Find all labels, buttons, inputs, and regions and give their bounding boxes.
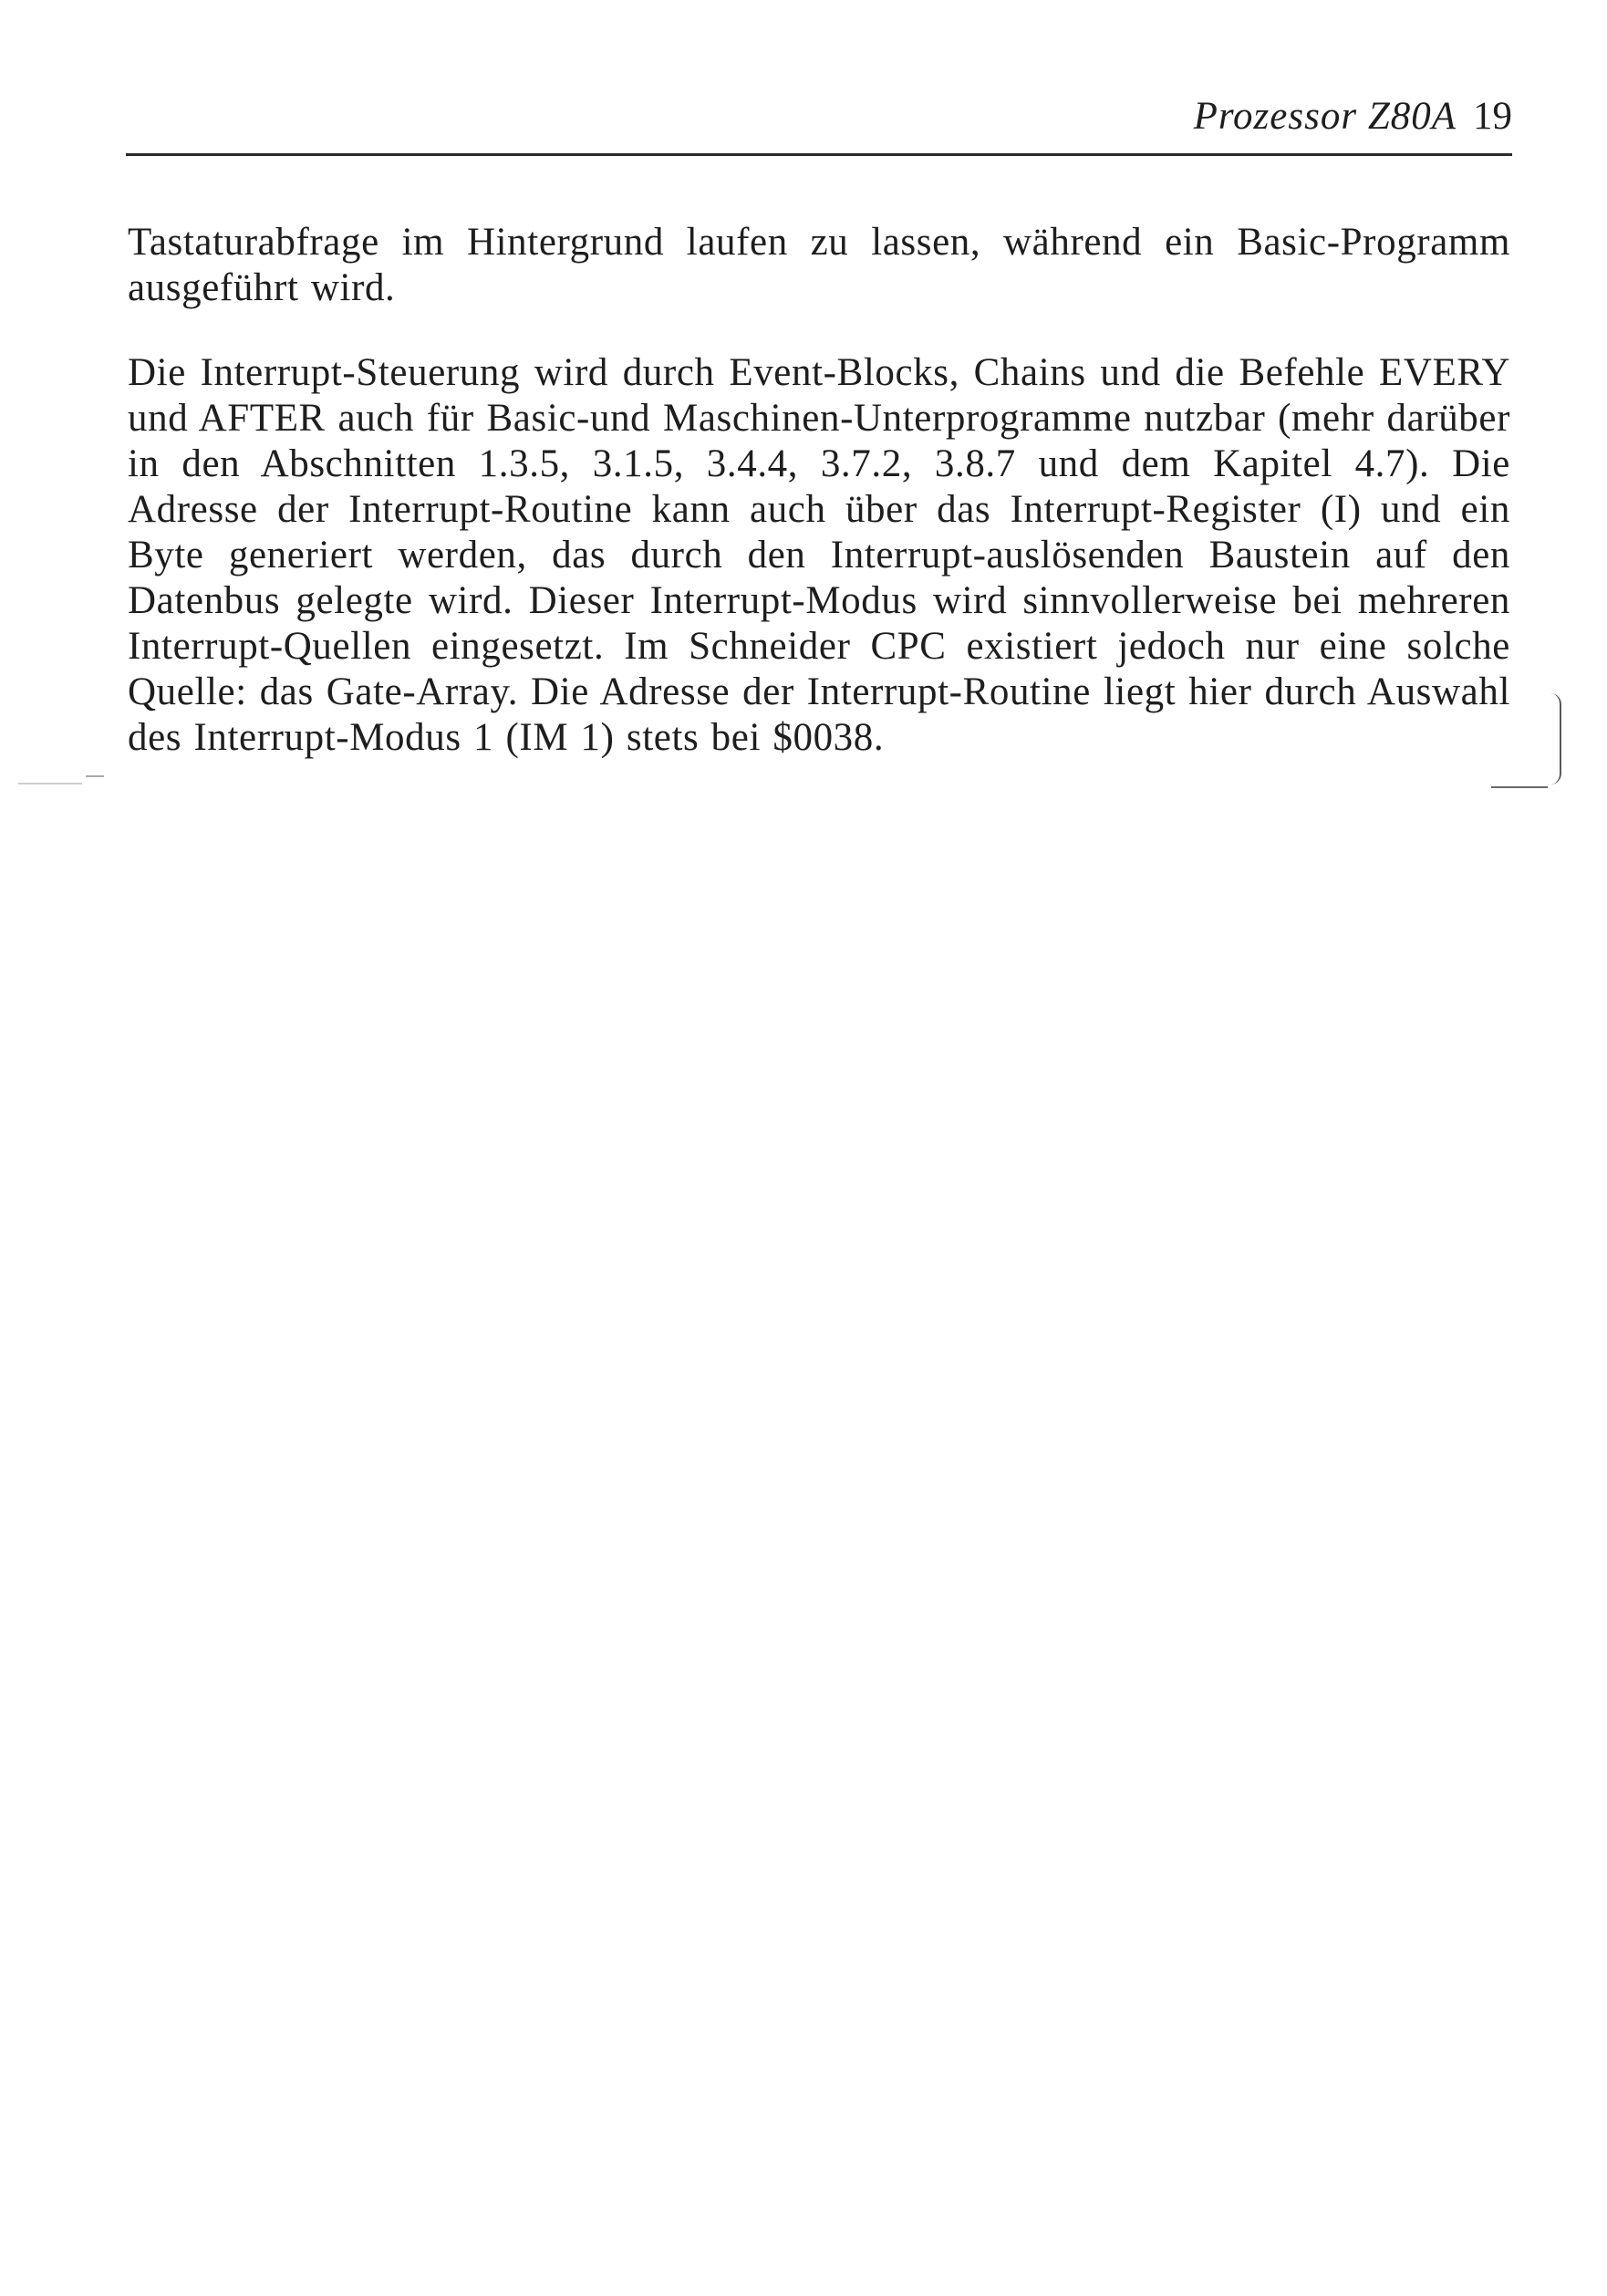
page-header [126, 89, 1512, 156]
paragraph-2: Die Interrupt-Steuerung wird durch Event-Blocks, Chains und die Befehle EVERY und AFTER auch für Basic-und Maschinen-Unterprogramme nutzbar (mehr darüber in den Abschnitten 1.3.5, 3.1.5, 3.4.4, 3.7.2, 3.8.7 und dem Kapitel 4.7). Die Adresse der Interrupt-Routine kann auch über das Interrupt-Register (I) und ein Byte generiert werden, das durch den Interrupt-auslösenden Baustein auf den Datenbus gelegte wird. Dieser Interrupt-Modus wird sinnvollerweise bei mehreren Interrupt-Quellen eingesetzt. Im Schneider CPC existiert jedoch nur eine solche Quelle: das Gate-Array. Die Adresse der Interrupt-Routine liegt hier durch Auswahl des Interrupt-Modus 1 (IM 1) stets bei $0038. [128, 351, 1510, 759]
scan-artifact-left [18, 783, 82, 784]
scan-artifact-right [1491, 786, 1548, 788]
body-text [128, 220, 1510, 761]
margin-bracket-mark [1550, 693, 1561, 784]
paragraph-1: Tastaturabfrage im Hintergrund laufen zu lassen, während ein Basic-Programm ausgeführt wird. [128, 221, 1510, 309]
page-number: 19 [1473, 95, 1512, 138]
header-text [1194, 89, 1512, 144]
scan-artifact-left-short [86, 775, 104, 777]
running-title: Prozessor Z80A [1193, 95, 1457, 138]
